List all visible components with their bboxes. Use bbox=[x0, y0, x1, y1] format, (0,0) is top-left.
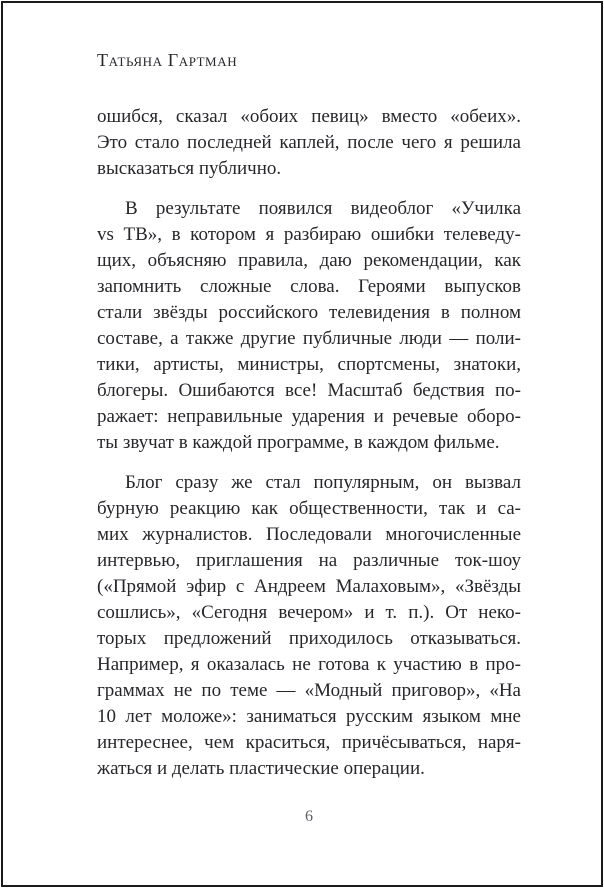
text-line: 10 лет моложе»: заниматься русским языком мне bbox=[97, 706, 521, 727]
text-line: ражает: неправильные ударения и речевые оборо- bbox=[97, 406, 521, 427]
body-text bbox=[97, 104, 521, 796]
text-line: («Прямой эфир с Андреем Малаховым», «Звёзды bbox=[97, 576, 521, 597]
text-line: интервью, приглашения на различные ток-шоу bbox=[97, 550, 521, 571]
text-line: щих, объясняю правила, даю рекомендации, как bbox=[97, 250, 521, 271]
running-head-author: Татьяна Гартман bbox=[97, 50, 238, 70]
text-line: Блог сразу же стал популярным, он вызвал bbox=[125, 472, 521, 493]
paragraph bbox=[97, 470, 521, 782]
text-line: Это стало последней каплей, после чего я решила bbox=[97, 132, 521, 153]
text-line: граммах не по теме — «Модный приговор», «На bbox=[97, 680, 521, 701]
text-line: составе, а также другие публичные люди — поли- bbox=[97, 328, 521, 349]
text-line: стали звёзды российского телевидения в полном bbox=[97, 302, 521, 323]
paragraph bbox=[97, 104, 521, 182]
text-line: сошлись», «Сегодня вечером» и т. п.). От неко- bbox=[97, 602, 521, 623]
text-line: интереснее, чем краситься, причёсываться, наря- bbox=[97, 732, 521, 753]
text-line: Например, я оказалась не готова к участию в про- bbox=[97, 654, 521, 675]
text-line: жаться и делать пластические операции. bbox=[97, 758, 425, 779]
text-line: запомнить сложные слова. Героями выпусков bbox=[97, 276, 521, 297]
text-line: блогеры. Ошибаются все! Масштаб бедствия по- bbox=[97, 380, 521, 401]
text-line: торых предложений приходилось отказываться. bbox=[97, 628, 521, 649]
text-line: В результате появился видеоблог «Училка bbox=[125, 198, 521, 219]
text-line: ты звучат в каждой программе, в каждом фильме. bbox=[97, 432, 500, 453]
text-line: высказаться публично. bbox=[97, 158, 282, 179]
page-number: 6 bbox=[305, 808, 313, 825]
text-line: тики, артисты, министры, спортсмены, знатоки, bbox=[97, 354, 521, 375]
text-line: бурную реакцию как общественности, так и са- bbox=[97, 498, 521, 519]
paragraph bbox=[97, 196, 521, 456]
text-line: мих журналистов. Последовали многочисленные bbox=[97, 524, 521, 545]
text-line: ошибся, сказал «обоих певиц» вместо «обеих». bbox=[97, 106, 521, 127]
text-line: vs ТВ», в котором я разбираю ошибки телеведу- bbox=[97, 224, 521, 245]
